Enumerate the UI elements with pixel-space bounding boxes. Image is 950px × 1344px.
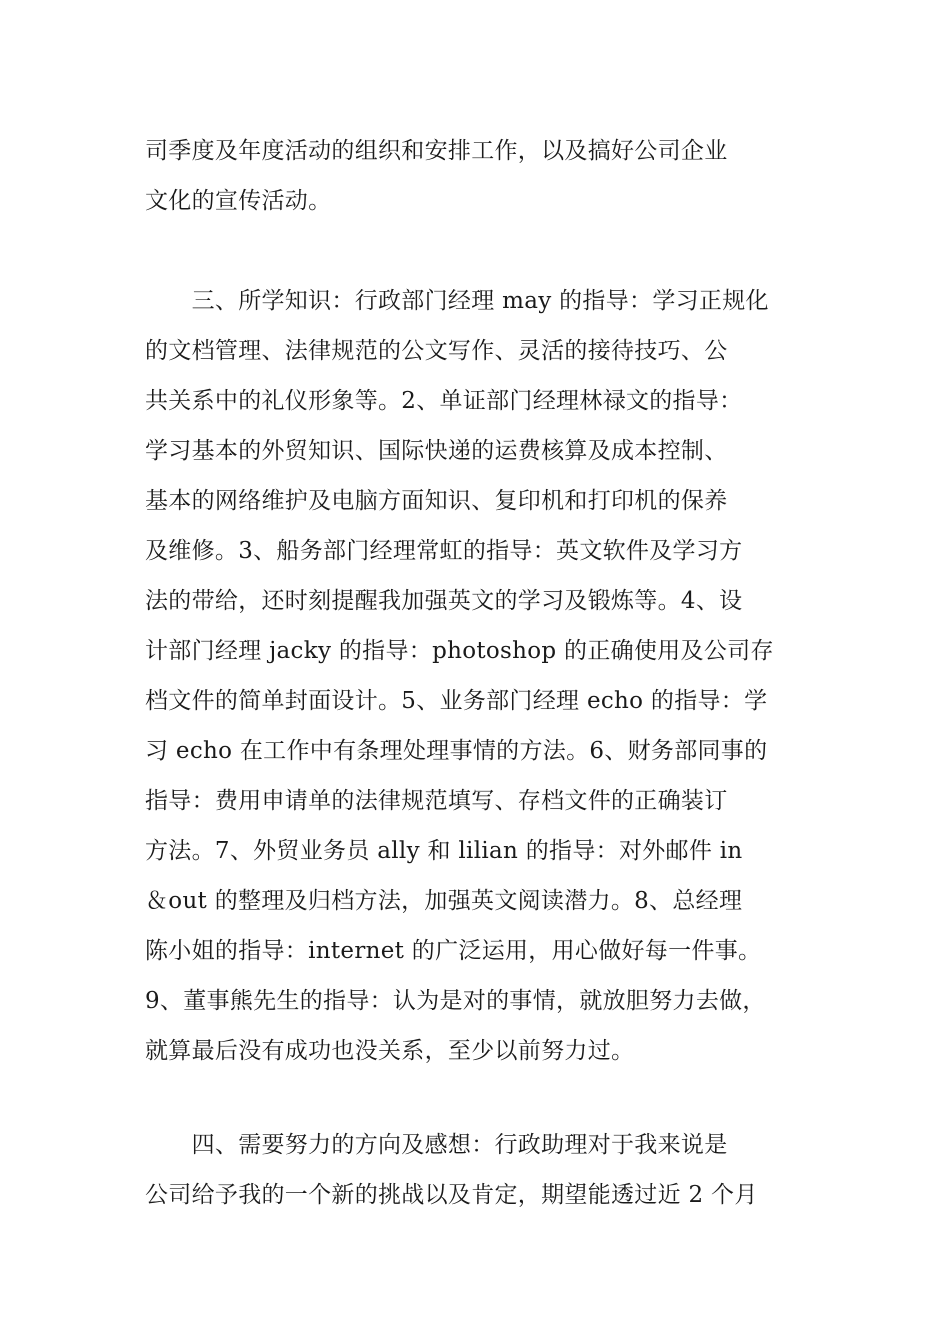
text-line: 习 echo 在工作中有条理处理事情的方法。6、财务部同事的 xyxy=(145,738,768,764)
text-line: 方法。7、外贸业务员 ally 和 lilian 的指导：对外邮件 in xyxy=(145,838,743,864)
paragraph-section-4 xyxy=(145,1120,810,1220)
text-line: 文化的宣传活动。 xyxy=(145,188,332,214)
text-line: 基本的网络维护及电脑方面知识、复印机和打印机的保养 xyxy=(145,488,728,514)
text-line: ＆out 的整理及归档方法，加强英文阅读潜力。8、总经理 xyxy=(145,888,743,914)
text-line: 公司给予我的一个新的挑战以及肯定，期望能透过近 2 个月 xyxy=(145,1182,758,1208)
text-line: 陈小姐的指导：internet 的广泛运用，用心做好每一件事。 xyxy=(145,938,762,964)
text-line: 学习基本的外贸知识、国际快递的运费核算及成本控制、 xyxy=(145,438,728,464)
text-line: 9、董事熊先生的指导：认为是对的事情，就放胆努力去做， xyxy=(145,988,766,1014)
text-line: 计部门经理 jacky 的指导：photoshop 的正确使用及公司存 xyxy=(145,638,774,664)
text-line: 三、所学知识：行政部门经理 may 的指导：学习正规化 xyxy=(145,288,769,314)
paragraph-section-3 xyxy=(145,276,810,1076)
text-line: 法的带给，还时刻提醒我加强英文的学习及锻炼等。4、设 xyxy=(145,588,743,614)
text-line: 司季度及年度活动的组织和安排工作，以及搞好公司企业 xyxy=(145,138,728,164)
text-line: 档文件的简单封面设计。5、业务部门经理 echo 的指导：学 xyxy=(145,688,768,714)
text-line: 及维修。3、船务部门经理常虹的指导：英文软件及学习方 xyxy=(145,538,743,564)
text-line: 四、需要努力的方向及感想：行政助理对于我来说是 xyxy=(145,1132,728,1158)
paragraph-section-2-end xyxy=(145,126,810,226)
text-line: 指导：费用申请单的法律规范填写、存档文件的正确装订 xyxy=(145,788,728,814)
text-line: 就算最后没有成功也没关系，至少以前努力过。 xyxy=(145,1038,635,1064)
text-line: 的文档管理、法律规范的公文写作、灵活的接待技巧、公 xyxy=(145,338,728,364)
text-line: 共关系中的礼仪形象等。2、单证部门经理林禄文的指导： xyxy=(145,388,743,414)
